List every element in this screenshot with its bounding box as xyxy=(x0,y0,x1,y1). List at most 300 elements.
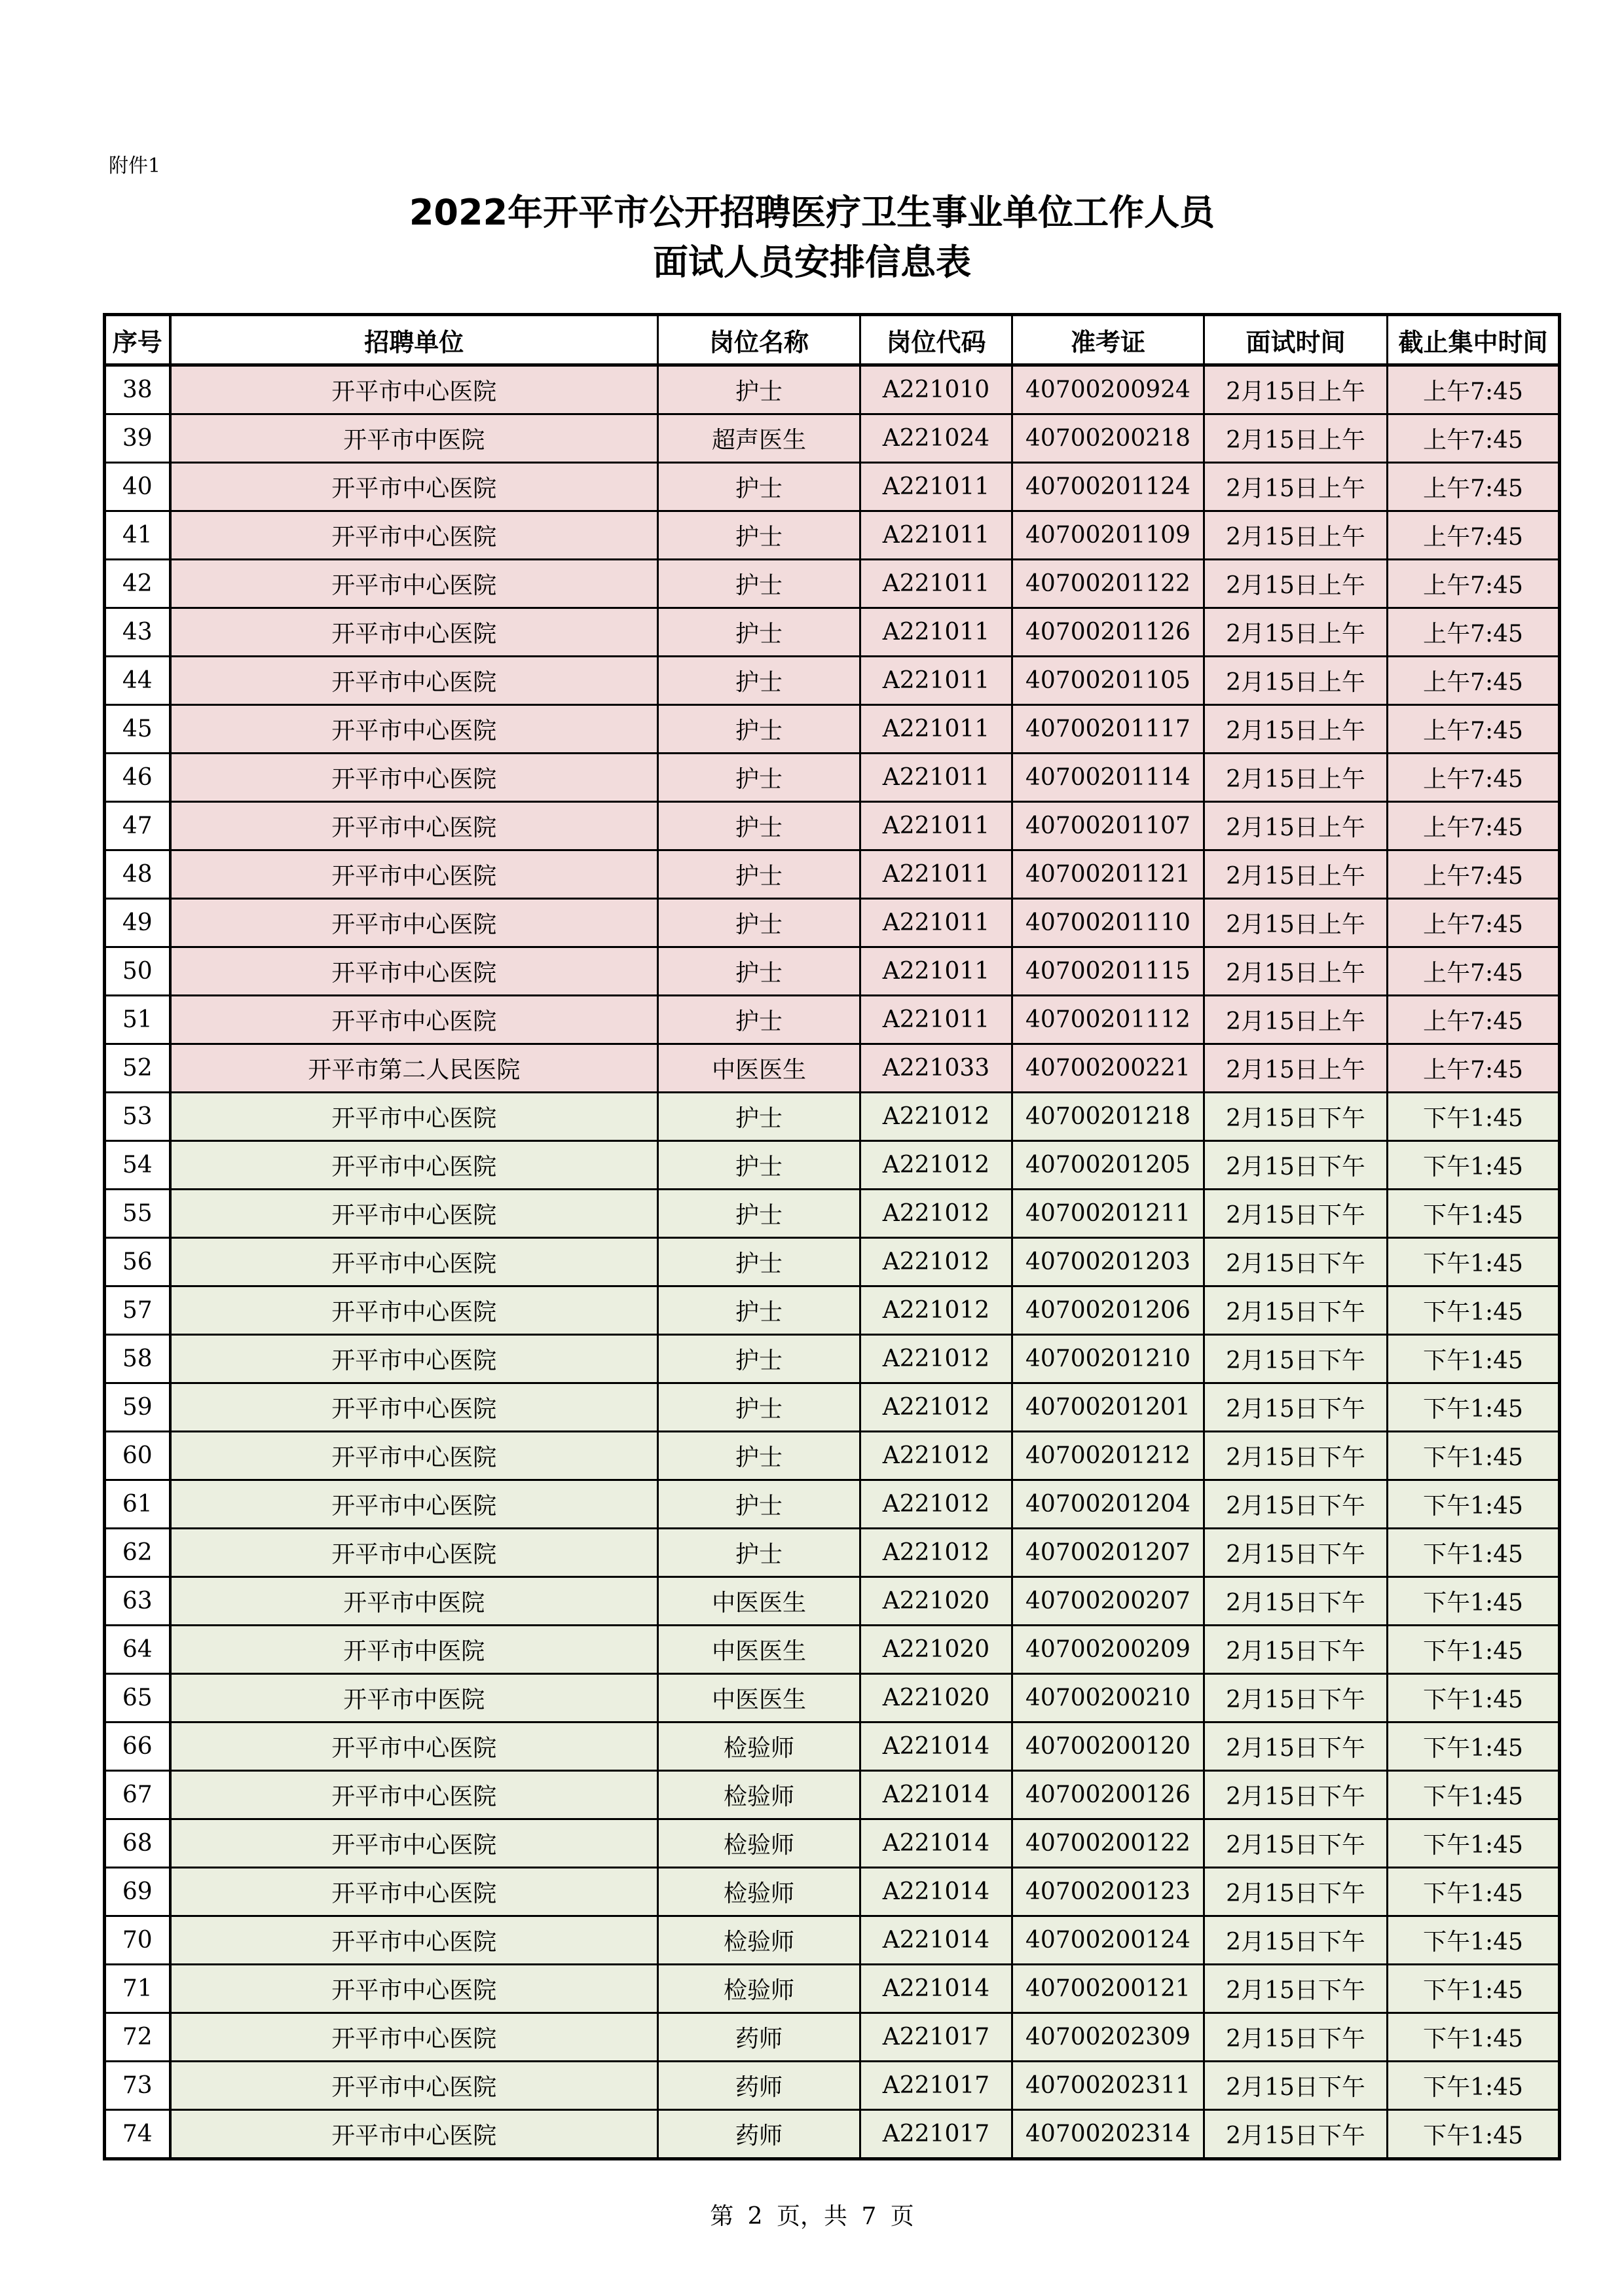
header-unit: 招聘单位 xyxy=(170,315,658,365)
interview-schedule-table xyxy=(103,313,1561,2160)
cell-ticket: 40700201117 xyxy=(1012,705,1204,754)
cell-unit: 开平市第二人民医院 xyxy=(170,1044,658,1093)
cell-post: 护士 xyxy=(658,1238,860,1286)
cell-unit: 开平市中心医院 xyxy=(170,802,658,850)
cell-seq: 53 xyxy=(105,1093,170,1141)
cell-deadline: 上午7:45 xyxy=(1388,996,1560,1044)
cell-ticket: 40700201206 xyxy=(1012,1286,1204,1335)
cell-time: 2月15日下午 xyxy=(1204,2062,1388,2110)
cell-seq: 49 xyxy=(105,899,170,947)
cell-ticket: 40700200121 xyxy=(1012,1965,1204,2013)
cell-code: A221014 xyxy=(860,1965,1012,2013)
cell-post: 中医医生 xyxy=(658,1044,860,1093)
cell-unit: 开平市中心医院 xyxy=(170,608,658,657)
cell-unit: 开平市中心医院 xyxy=(170,1529,658,1577)
cell-unit: 开平市中心医院 xyxy=(170,657,658,705)
table-row xyxy=(105,463,1560,511)
cell-seq: 39 xyxy=(105,414,170,463)
cell-seq: 55 xyxy=(105,1190,170,1238)
cell-seq: 73 xyxy=(105,2062,170,2110)
cell-unit: 开平市中医院 xyxy=(170,414,658,463)
cell-post: 护士 xyxy=(658,657,860,705)
cell-seq: 59 xyxy=(105,1383,170,1432)
cell-unit: 开平市中医院 xyxy=(170,1577,658,1626)
cell-ticket: 40700201112 xyxy=(1012,996,1204,1044)
table-row xyxy=(105,1868,1560,1916)
table-row xyxy=(105,899,1560,947)
cell-code: A221012 xyxy=(860,1529,1012,1577)
page-title: 2022年开平市公开招聘医疗卫生事业单位工作人员 xyxy=(409,192,1215,233)
cell-seq: 46 xyxy=(105,754,170,802)
cell-code: A221012 xyxy=(860,1286,1012,1335)
cell-post: 药师 xyxy=(658,2062,860,2110)
cell-ticket: 40700200221 xyxy=(1012,1044,1204,1093)
cell-ticket: 40700200122 xyxy=(1012,1819,1204,1868)
table-row xyxy=(105,1383,1560,1432)
table-row xyxy=(105,1093,1560,1141)
header-code: 岗位代码 xyxy=(860,315,1012,365)
cell-ticket: 40700201124 xyxy=(1012,463,1204,511)
cell-code: A221011 xyxy=(860,705,1012,754)
cell-deadline: 下午1:45 xyxy=(1388,1190,1560,1238)
cell-deadline: 下午1:45 xyxy=(1388,1335,1560,1383)
cell-ticket: 40700201203 xyxy=(1012,1238,1204,1286)
cell-time: 2月15日上午 xyxy=(1204,414,1388,463)
cell-post: 检验师 xyxy=(658,1819,860,1868)
table-row xyxy=(105,705,1560,754)
cell-ticket: 40700202309 xyxy=(1012,2013,1204,2062)
cell-ticket: 40700201110 xyxy=(1012,899,1204,947)
cell-time: 2月15日下午 xyxy=(1204,1141,1388,1190)
cell-post: 护士 xyxy=(658,754,860,802)
cell-unit: 开平市中心医院 xyxy=(170,1190,658,1238)
cell-ticket: 40700201115 xyxy=(1012,947,1204,996)
cell-ticket: 40700202311 xyxy=(1012,2062,1204,2110)
cell-code: A221017 xyxy=(860,2062,1012,2110)
cell-ticket: 40700201205 xyxy=(1012,1141,1204,1190)
cell-deadline: 下午1:45 xyxy=(1388,1577,1560,1626)
cell-code: A221014 xyxy=(860,1819,1012,1868)
cell-code: A221014 xyxy=(860,1868,1012,1916)
cell-deadline: 上午7:45 xyxy=(1388,511,1560,560)
cell-post: 护士 xyxy=(658,511,860,560)
cell-seq: 72 xyxy=(105,2013,170,2062)
cell-time: 2月15日上午 xyxy=(1204,1044,1388,1093)
header-post: 岗位名称 xyxy=(658,315,860,365)
cell-unit: 开平市中心医院 xyxy=(170,1093,658,1141)
cell-deadline: 下午1:45 xyxy=(1388,1093,1560,1141)
cell-post: 护士 xyxy=(658,1093,860,1141)
cell-post: 检验师 xyxy=(658,1722,860,1771)
cell-deadline: 下午1:45 xyxy=(1388,1626,1560,1674)
cell-time: 2月15日下午 xyxy=(1204,1383,1388,1432)
table-row xyxy=(105,2062,1560,2110)
cell-post: 护士 xyxy=(658,899,860,947)
cell-deadline: 上午7:45 xyxy=(1388,899,1560,947)
cell-unit: 开平市中心医院 xyxy=(170,1335,658,1383)
table-row xyxy=(105,1529,1560,1577)
cell-time: 2月15日上午 xyxy=(1204,657,1388,705)
cell-unit: 开平市中心医院 xyxy=(170,1286,658,1335)
cell-time: 2月15日下午 xyxy=(1204,1965,1388,2013)
cell-time: 2月15日下午 xyxy=(1204,1771,1388,1819)
cell-time: 2月15日下午 xyxy=(1204,1480,1388,1529)
cell-code: A221011 xyxy=(860,560,1012,608)
cell-deadline: 下午1:45 xyxy=(1388,1965,1560,2013)
cell-code: A221020 xyxy=(860,1577,1012,1626)
cell-time: 2月15日下午 xyxy=(1204,1335,1388,1383)
cell-post: 护士 xyxy=(658,705,860,754)
table-row xyxy=(105,1286,1560,1335)
cell-unit: 开平市中心医院 xyxy=(170,463,658,511)
cell-unit: 开平市中心医院 xyxy=(170,2013,658,2062)
cell-unit: 开平市中心医院 xyxy=(170,1722,658,1771)
cell-seq: 63 xyxy=(105,1577,170,1626)
cell-deadline: 下午1:45 xyxy=(1388,1819,1560,1868)
cell-deadline: 上午7:45 xyxy=(1388,802,1560,850)
cell-ticket: 40700201122 xyxy=(1012,560,1204,608)
cell-post: 超声医生 xyxy=(658,414,860,463)
cell-deadline: 下午1:45 xyxy=(1388,2110,1560,2159)
cell-unit: 开平市中医院 xyxy=(170,1626,658,1674)
cell-seq: 67 xyxy=(105,1771,170,1819)
cell-ticket: 40700201212 xyxy=(1012,1432,1204,1480)
table-row xyxy=(105,657,1560,705)
table-row xyxy=(105,754,1560,802)
cell-post: 检验师 xyxy=(658,1868,860,1916)
cell-post: 护士 xyxy=(658,1141,860,1190)
table-row xyxy=(105,1190,1560,1238)
cell-unit: 开平市中心医院 xyxy=(170,1480,658,1529)
cell-ticket: 40700201107 xyxy=(1012,802,1204,850)
cell-post: 护士 xyxy=(658,996,860,1044)
cell-unit: 开平市中心医院 xyxy=(170,754,658,802)
cell-code: A221011 xyxy=(860,657,1012,705)
table-row xyxy=(105,1819,1560,1868)
cell-seq: 48 xyxy=(105,850,170,899)
table-row xyxy=(105,1965,1560,2013)
cell-deadline: 上午7:45 xyxy=(1388,365,1560,414)
cell-post: 药师 xyxy=(658,2110,860,2159)
cell-time: 2月15日下午 xyxy=(1204,1432,1388,1480)
cell-deadline: 下午1:45 xyxy=(1388,1529,1560,1577)
table-row xyxy=(105,2013,1560,2062)
cell-time: 2月15日上午 xyxy=(1204,850,1388,899)
cell-ticket: 40700201204 xyxy=(1012,1480,1204,1529)
cell-code: A221012 xyxy=(860,1480,1012,1529)
cell-code: A221011 xyxy=(860,511,1012,560)
cell-time: 2月15日上午 xyxy=(1204,560,1388,608)
cell-time: 2月15日下午 xyxy=(1204,1529,1388,1577)
table-row xyxy=(105,996,1560,1044)
cell-deadline: 下午1:45 xyxy=(1388,2013,1560,2062)
cell-code: A221012 xyxy=(860,1190,1012,1238)
table-row xyxy=(105,2110,1560,2159)
cell-time: 2月15日下午 xyxy=(1204,1286,1388,1335)
cell-time: 2月15日下午 xyxy=(1204,1577,1388,1626)
cell-deadline: 下午1:45 xyxy=(1388,1286,1560,1335)
cell-code: A221011 xyxy=(860,754,1012,802)
page-number: 第 2 页，共 7 页 xyxy=(710,2203,914,2230)
cell-deadline: 下午1:45 xyxy=(1388,1674,1560,1722)
cell-code: A221033 xyxy=(860,1044,1012,1093)
header-ticket: 准考证 xyxy=(1012,315,1204,365)
cell-time: 2月15日下午 xyxy=(1204,1626,1388,1674)
cell-code: A221024 xyxy=(860,414,1012,463)
cell-code: A221011 xyxy=(860,996,1012,1044)
cell-ticket: 40700201207 xyxy=(1012,1529,1204,1577)
cell-ticket: 40700201218 xyxy=(1012,1093,1204,1141)
cell-post: 护士 xyxy=(658,1529,860,1577)
cell-code: A221012 xyxy=(860,1432,1012,1480)
cell-seq: 44 xyxy=(105,657,170,705)
cell-unit: 开平市中心医院 xyxy=(170,705,658,754)
table-row xyxy=(105,1480,1560,1529)
table-row xyxy=(105,1335,1560,1383)
cell-time: 2月15日下午 xyxy=(1204,1093,1388,1141)
table-row xyxy=(105,1916,1560,1965)
cell-unit: 开平市中心医院 xyxy=(170,996,658,1044)
cell-unit: 开平市中心医院 xyxy=(170,1238,658,1286)
cell-code: A221014 xyxy=(860,1916,1012,1965)
cell-time: 2月15日下午 xyxy=(1204,1916,1388,1965)
cell-code: A221012 xyxy=(860,1141,1012,1190)
cell-post: 检验师 xyxy=(658,1916,860,1965)
table-row xyxy=(105,850,1560,899)
cell-code: A221011 xyxy=(860,463,1012,511)
cell-post: 护士 xyxy=(658,608,860,657)
cell-seq: 74 xyxy=(105,2110,170,2159)
cell-seq: 61 xyxy=(105,1480,170,1529)
cell-time: 2月15日上午 xyxy=(1204,463,1388,511)
table-row xyxy=(105,1771,1560,1819)
cell-code: A221017 xyxy=(860,2013,1012,2062)
cell-time: 2月15日下午 xyxy=(1204,1674,1388,1722)
cell-time: 2月15日下午 xyxy=(1204,2013,1388,2062)
cell-unit: 开平市中心医院 xyxy=(170,1916,658,1965)
cell-unit: 开平市中心医院 xyxy=(170,2062,658,2110)
cell-seq: 58 xyxy=(105,1335,170,1383)
cell-deadline: 上午7:45 xyxy=(1388,850,1560,899)
cell-deadline: 上午7:45 xyxy=(1388,754,1560,802)
header-seq: 序号 xyxy=(105,315,170,365)
cell-unit: 开平市中心医院 xyxy=(170,511,658,560)
cell-ticket: 40700201126 xyxy=(1012,608,1204,657)
table-row xyxy=(105,1722,1560,1771)
cell-code: A221012 xyxy=(860,1238,1012,1286)
cell-seq: 62 xyxy=(105,1529,170,1577)
cell-deadline: 下午1:45 xyxy=(1388,1383,1560,1432)
cell-deadline: 上午7:45 xyxy=(1388,608,1560,657)
table-row xyxy=(105,1432,1560,1480)
cell-post: 护士 xyxy=(658,1190,860,1238)
table-row xyxy=(105,511,1560,560)
cell-post: 护士 xyxy=(658,802,860,850)
cell-seq: 51 xyxy=(105,996,170,1044)
cell-code: A221012 xyxy=(860,1093,1012,1141)
cell-time: 2月15日下午 xyxy=(1204,1868,1388,1916)
cell-time: 2月15日上午 xyxy=(1204,705,1388,754)
cell-deadline: 上午7:45 xyxy=(1388,947,1560,996)
cell-unit: 开平市中心医院 xyxy=(170,1141,658,1190)
cell-unit: 开平市中医院 xyxy=(170,1674,658,1722)
cell-post: 护士 xyxy=(658,365,860,414)
cell-unit: 开平市中心医院 xyxy=(170,1771,658,1819)
cell-ticket: 40700200124 xyxy=(1012,1916,1204,1965)
cell-deadline: 下午1:45 xyxy=(1388,1480,1560,1529)
cell-unit: 开平市中心医院 xyxy=(170,1868,658,1916)
cell-seq: 71 xyxy=(105,1965,170,2013)
cell-deadline: 下午1:45 xyxy=(1388,1432,1560,1480)
attachment-label: 附件1 xyxy=(109,155,161,177)
cell-code: A221012 xyxy=(860,1383,1012,1432)
cell-ticket: 40700200210 xyxy=(1012,1674,1204,1722)
cell-time: 2月15日上午 xyxy=(1204,899,1388,947)
cell-time: 2月15日上午 xyxy=(1204,947,1388,996)
cell-unit: 开平市中心医院 xyxy=(170,560,658,608)
cell-code: A221011 xyxy=(860,850,1012,899)
table-row xyxy=(105,560,1560,608)
cell-time: 2月15日下午 xyxy=(1204,1190,1388,1238)
cell-ticket: 40700200924 xyxy=(1012,365,1204,414)
cell-ticket: 40700201211 xyxy=(1012,1190,1204,1238)
cell-ticket: 40700200207 xyxy=(1012,1577,1204,1626)
cell-unit: 开平市中心医院 xyxy=(170,1383,658,1432)
cell-unit: 开平市中心医院 xyxy=(170,1432,658,1480)
table-row xyxy=(105,1044,1560,1093)
cell-code: A221020 xyxy=(860,1626,1012,1674)
cell-code: A221010 xyxy=(860,365,1012,414)
cell-code: A221011 xyxy=(860,802,1012,850)
cell-seq: 60 xyxy=(105,1432,170,1480)
cell-seq: 56 xyxy=(105,1238,170,1286)
cell-unit: 开平市中心医院 xyxy=(170,899,658,947)
cell-seq: 69 xyxy=(105,1868,170,1916)
cell-deadline: 上午7:45 xyxy=(1388,414,1560,463)
cell-seq: 57 xyxy=(105,1286,170,1335)
cell-time: 2月15日上午 xyxy=(1204,996,1388,1044)
table-row xyxy=(105,1626,1560,1674)
table-row xyxy=(105,1141,1560,1190)
cell-ticket: 40700200126 xyxy=(1012,1771,1204,1819)
cell-seq: 43 xyxy=(105,608,170,657)
cell-time: 2月15日下午 xyxy=(1204,2110,1388,2159)
table-body xyxy=(105,365,1560,2159)
cell-code: A221012 xyxy=(860,1335,1012,1383)
cell-seq: 54 xyxy=(105,1141,170,1190)
cell-post: 护士 xyxy=(658,1286,860,1335)
cell-code: A221011 xyxy=(860,899,1012,947)
cell-post: 中医医生 xyxy=(658,1577,860,1626)
header-row xyxy=(105,315,1560,365)
cell-time: 2月15日下午 xyxy=(1204,1238,1388,1286)
cell-post: 护士 xyxy=(658,1432,860,1480)
cell-time: 2月15日上午 xyxy=(1204,365,1388,414)
cell-deadline: 下午1:45 xyxy=(1388,1141,1560,1190)
cell-code: A221020 xyxy=(860,1674,1012,1722)
cell-post: 药师 xyxy=(658,2013,860,2062)
cell-post: 护士 xyxy=(658,947,860,996)
cell-seq: 65 xyxy=(105,1674,170,1722)
table-row xyxy=(105,1238,1560,1286)
cell-time: 2月15日上午 xyxy=(1204,511,1388,560)
cell-seq: 45 xyxy=(105,705,170,754)
cell-seq: 47 xyxy=(105,802,170,850)
cell-seq: 42 xyxy=(105,560,170,608)
cell-post: 护士 xyxy=(658,463,860,511)
cell-ticket: 40700200209 xyxy=(1012,1626,1204,1674)
cell-ticket: 40700201109 xyxy=(1012,511,1204,560)
cell-ticket: 40700201105 xyxy=(1012,657,1204,705)
cell-deadline: 下午1:45 xyxy=(1388,1916,1560,1965)
cell-ticket: 40700200218 xyxy=(1012,414,1204,463)
table-row xyxy=(105,365,1560,414)
cell-time: 2月15日下午 xyxy=(1204,1819,1388,1868)
cell-unit: 开平市中心医院 xyxy=(170,2110,658,2159)
cell-seq: 38 xyxy=(105,365,170,414)
cell-code: A221011 xyxy=(860,947,1012,996)
cell-unit: 开平市中心医院 xyxy=(170,850,658,899)
cell-deadline: 上午7:45 xyxy=(1388,1044,1560,1093)
page-subtitle: 面试人员安排信息表 xyxy=(653,242,971,283)
cell-deadline: 下午1:45 xyxy=(1388,2062,1560,2110)
cell-code: A221017 xyxy=(860,2110,1012,2159)
cell-seq: 66 xyxy=(105,1722,170,1771)
cell-post: 检验师 xyxy=(658,1771,860,1819)
cell-seq: 52 xyxy=(105,1044,170,1093)
cell-unit: 开平市中心医院 xyxy=(170,1965,658,2013)
cell-ticket: 40700201210 xyxy=(1012,1335,1204,1383)
cell-unit: 开平市中心医院 xyxy=(170,365,658,414)
cell-unit: 开平市中心医院 xyxy=(170,947,658,996)
table-row xyxy=(105,1674,1560,1722)
cell-deadline: 下午1:45 xyxy=(1388,1238,1560,1286)
cell-seq: 70 xyxy=(105,1916,170,1965)
cell-unit: 开平市中心医院 xyxy=(170,1819,658,1868)
table-row xyxy=(105,802,1560,850)
cell-seq: 50 xyxy=(105,947,170,996)
table-row xyxy=(105,947,1560,996)
table-row xyxy=(105,608,1560,657)
cell-deadline: 上午7:45 xyxy=(1388,463,1560,511)
cell-code: A221014 xyxy=(860,1771,1012,1819)
table-row xyxy=(105,414,1560,463)
cell-deadline: 下午1:45 xyxy=(1388,1722,1560,1771)
cell-ticket: 40700200120 xyxy=(1012,1722,1204,1771)
cell-ticket: 40700201114 xyxy=(1012,754,1204,802)
cell-post: 护士 xyxy=(658,850,860,899)
cell-deadline: 下午1:45 xyxy=(1388,1771,1560,1819)
cell-ticket: 40700200123 xyxy=(1012,1868,1204,1916)
cell-ticket: 40700202314 xyxy=(1012,2110,1204,2159)
cell-deadline: 上午7:45 xyxy=(1388,560,1560,608)
cell-post: 护士 xyxy=(658,1480,860,1529)
cell-post: 中医医生 xyxy=(658,1674,860,1722)
cell-deadline: 上午7:45 xyxy=(1388,657,1560,705)
cell-post: 检验师 xyxy=(658,1965,860,2013)
cell-code: A221011 xyxy=(860,608,1012,657)
cell-ticket: 40700201201 xyxy=(1012,1383,1204,1432)
cell-post: 中医医生 xyxy=(658,1626,860,1674)
cell-code: A221014 xyxy=(860,1722,1012,1771)
cell-deadline: 下午1:45 xyxy=(1388,1868,1560,1916)
cell-seq: 64 xyxy=(105,1626,170,1674)
cell-post: 护士 xyxy=(658,1383,860,1432)
header-time: 面试时间 xyxy=(1204,315,1388,365)
cell-time: 2月15日上午 xyxy=(1204,608,1388,657)
cell-post: 护士 xyxy=(658,1335,860,1383)
cell-time: 2月15日上午 xyxy=(1204,754,1388,802)
